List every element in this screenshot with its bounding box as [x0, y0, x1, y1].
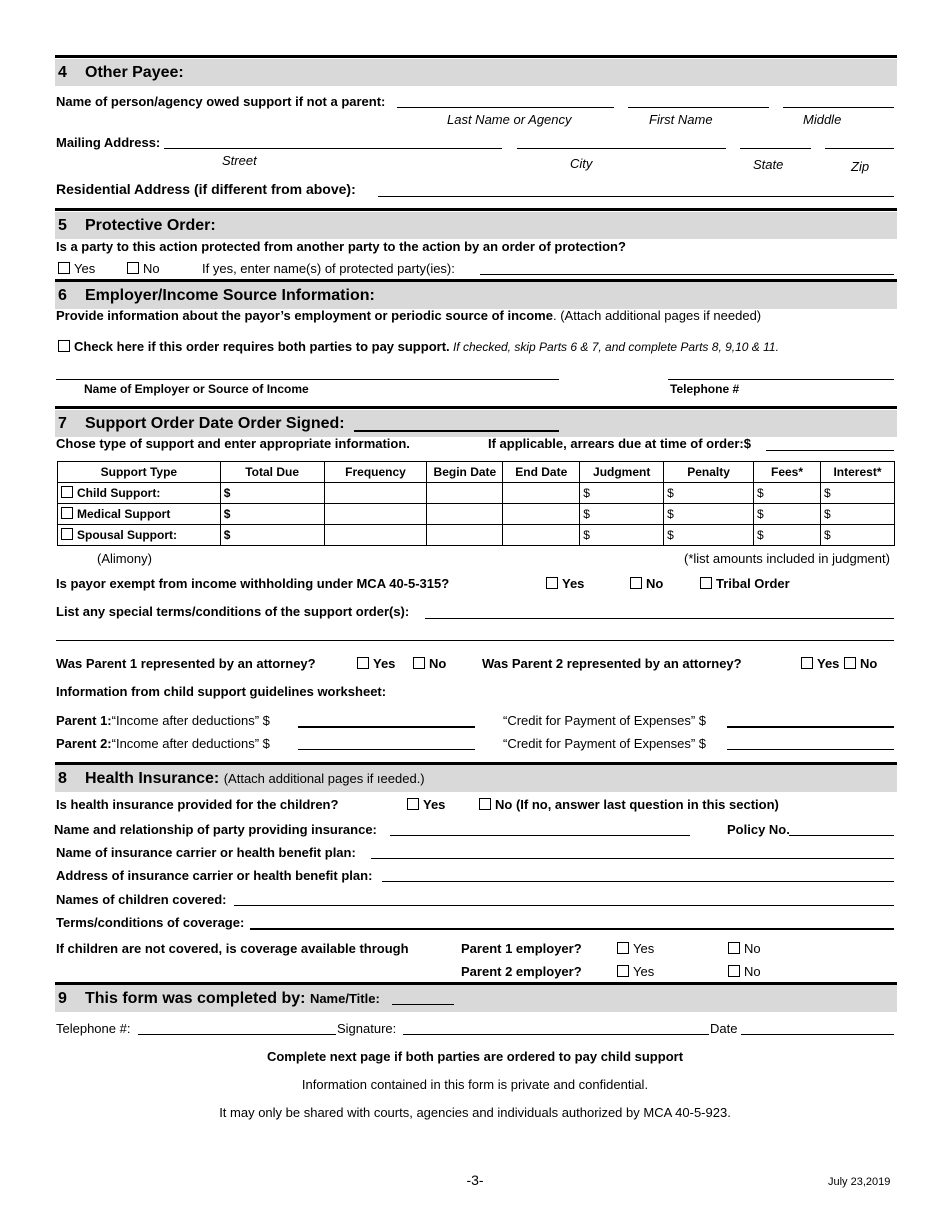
parent2-attorney-no[interactable] [844, 656, 877, 671]
child-support-option[interactable] [58, 483, 221, 504]
table-row [58, 483, 895, 504]
checkbox-icon [58, 262, 70, 274]
arrears-label: If applicable, arrears due at time of order:$ [488, 436, 751, 451]
interest-cell[interactable]: $ [820, 483, 894, 504]
middle-caption: Middle [803, 112, 842, 127]
section-5-rule [55, 208, 897, 211]
carrier-address-label: Address of insurance carrier or health benefit plan: [56, 868, 373, 883]
judgment-footnote: (*list amounts included in judgment) [684, 551, 890, 566]
section-title-text: Health Insurance: [85, 770, 220, 787]
section-number: 4 [58, 64, 67, 81]
payee-name-label: Name of person/agency owed support if not a parent: [56, 94, 386, 109]
signature-field[interactable] [403, 1034, 709, 1035]
coverage-terms-label: Terms/conditions of coverage: [56, 915, 245, 930]
section-title [85, 770, 425, 788]
total-due-cell[interactable]: $ [220, 525, 324, 546]
parent1-label: Parent 1: [56, 713, 112, 728]
section-number: 6 [58, 287, 67, 304]
fees-cell[interactable]: $ [754, 483, 821, 504]
page-number: -3- [466, 1172, 484, 1188]
insurance-provided-question: Is health insurance provided for the children? [56, 797, 339, 812]
judgment-cell[interactable]: $ [580, 525, 664, 546]
signature-label: Signature: [337, 1021, 397, 1036]
privacy-note: Information contained in this form is private and confidential. [301, 1077, 649, 1092]
checkbox-icon [413, 657, 425, 669]
column-header: Interest* [820, 462, 894, 483]
parent2-income-label [56, 736, 270, 751]
section-7-rule [55, 406, 897, 409]
section-number: 9 [58, 990, 67, 1007]
section-6-header [55, 282, 897, 309]
column-header: Penalty [664, 462, 754, 483]
column-header: End Date [503, 462, 580, 483]
alimony-note: (Alimony) [97, 551, 152, 566]
penalty-cell[interactable]: $ [664, 483, 754, 504]
employer-instructions-rest: . (Attach additional pages if needed) [552, 308, 762, 323]
section-5-header [55, 212, 897, 239]
checkbox-icon [61, 528, 73, 540]
coverage-terms-field[interactable] [250, 928, 894, 930]
parent1-attorney-question: Was Parent 1 represented by an attorney? [56, 656, 316, 671]
parent1-employer-yes[interactable] [617, 941, 654, 956]
no-label: No [744, 941, 761, 956]
exempt-yes-option[interactable] [546, 576, 584, 591]
section-title: Support Order Date Order Signed: [85, 415, 345, 432]
section-title [85, 990, 380, 1008]
telephone-label: Telephone #: [56, 1021, 131, 1036]
section-8-header [55, 765, 897, 792]
both-parties-checkbox[interactable] [58, 339, 779, 354]
begin-date-cell[interactable] [427, 483, 503, 504]
street-caption: Street [222, 153, 257, 168]
date-field[interactable] [741, 1034, 894, 1035]
arrears-field[interactable] [766, 450, 894, 451]
residential-address-field[interactable] [378, 196, 894, 197]
yes-label: Yes [562, 576, 585, 591]
residential-address-label: Residential Address (if different from above): [56, 181, 356, 197]
exempt-tribal-option[interactable] [700, 576, 790, 591]
judgment-cell[interactable]: $ [580, 483, 664, 504]
section-number: 5 [58, 217, 67, 234]
section-title: Protective Order: [85, 217, 216, 234]
end-date-cell[interactable] [503, 504, 580, 525]
yes-label: Yes [373, 656, 396, 671]
checkbox-icon [127, 262, 139, 274]
parent2-employer-no[interactable] [728, 964, 761, 979]
section-title-note: (Attach additional pages if ıeeded.) [223, 771, 425, 786]
support-type-instructions: Chose type of support and enter appropriate information. [56, 436, 410, 451]
exempt-no-option[interactable] [630, 576, 663, 591]
insurance-carrier-field[interactable] [371, 858, 894, 859]
end-date-cell[interactable] [503, 525, 580, 546]
checkbox-icon [728, 965, 740, 977]
city-caption: City [570, 156, 593, 171]
last-name-caption: Last Name or Agency [447, 112, 572, 127]
policy-number-field[interactable] [789, 835, 894, 836]
parent1-credit-field[interactable] [727, 726, 894, 728]
no-label: No [860, 656, 878, 671]
employer-phone-caption: Telephone # [670, 382, 740, 396]
worksheet-heading: Information from child support guidelines worksheet: [56, 684, 387, 699]
payee-first-name-field[interactable] [628, 107, 769, 108]
column-header: Frequency [324, 462, 427, 483]
total-due-cell[interactable]: $ [220, 504, 324, 525]
insurance-party-field[interactable] [390, 835, 690, 836]
top-rule [55, 55, 897, 58]
checkbox-icon [61, 486, 73, 498]
frequency-cell[interactable] [324, 483, 427, 504]
employer-name-field[interactable] [56, 379, 559, 380]
checkbox-icon [617, 942, 629, 954]
insurance-no-option[interactable] [479, 797, 779, 812]
parent1-income-field[interactable] [298, 726, 475, 728]
medical-support-option[interactable] [58, 504, 221, 525]
mailing-state-field[interactable] [740, 148, 811, 149]
income-label: “Income after deductions” $ [111, 736, 270, 751]
parent1-employer-no[interactable] [728, 941, 761, 956]
insurance-carrier-label: Name of insurance carrier or health benefit plan: [56, 845, 356, 860]
revision-date: July 23,2019 [828, 1176, 891, 1188]
frequency-cell[interactable] [324, 525, 427, 546]
section-title-text: This form was completed by: [85, 990, 306, 1007]
insurance-party-label: Name and relationship of party providing insurance: [54, 822, 377, 837]
column-header: Begin Date [427, 462, 503, 483]
both-parties-label: Check here if this order requires both parties to pay support. [74, 339, 450, 354]
employer-name-caption: Name of Employer or Source of Income [84, 382, 309, 396]
column-header: Total Due [220, 462, 324, 483]
mailing-address-label: Mailing Address: [56, 135, 161, 150]
no-label: No [143, 261, 160, 276]
parent1-employer-label: Parent 1 employer? [461, 941, 582, 956]
judgment-cell[interactable]: $ [580, 504, 664, 525]
no-label: No [646, 576, 664, 591]
section-number: 8 [58, 770, 67, 787]
name-title-field[interactable] [392, 1004, 454, 1005]
total-due-cell[interactable]: $ [220, 483, 324, 504]
checkbox-icon [58, 340, 70, 352]
yes-label: Yes [817, 656, 840, 671]
fees-cell[interactable]: $ [754, 525, 821, 546]
interest-cell[interactable]: $ [820, 504, 894, 525]
protected-party-label: If yes, enter name(s) of protected party(ies): [202, 261, 455, 276]
sharing-note: It may only be shared with courts, agencies and individuals authorized by MCA 40-5-923. [219, 1105, 731, 1120]
end-date-cell[interactable] [503, 483, 580, 504]
section-number: 7 [58, 415, 67, 432]
table-header-row [58, 462, 895, 483]
policy-number-label: Policy No. [727, 822, 790, 837]
special-terms-field-line-2[interactable] [56, 640, 894, 641]
exempt-question: Is payor exempt from income withholding under MCA 40-5-315? [56, 576, 450, 591]
section-4-header [55, 59, 897, 86]
mailing-city-field[interactable] [517, 148, 726, 149]
begin-date-cell[interactable] [427, 525, 503, 546]
coverage-available-question: If children are not covered, is coverage available through [56, 941, 409, 956]
checkbox-icon [546, 577, 558, 589]
parent1-credit-label: “Credit for Payment of Expenses” $ [503, 713, 707, 728]
telephone-field[interactable] [138, 1034, 336, 1035]
checkbox-icon [801, 657, 813, 669]
section-title: Other Payee: [85, 64, 184, 81]
checkbox-icon [407, 798, 419, 810]
penalty-cell[interactable]: $ [664, 525, 754, 546]
both-parties-note: If checked, skip Parts 6 & 7, and complete Parts 8, 9,10 & 11. [449, 340, 779, 354]
income-label: “Income after deductions” $ [111, 713, 270, 728]
parent1-attorney-no[interactable] [413, 656, 446, 671]
carrier-address-field[interactable] [382, 881, 894, 882]
table-row [58, 504, 895, 525]
parent2-income-field[interactable] [298, 749, 475, 750]
state-caption: State [753, 157, 784, 172]
date-label: Date [710, 1021, 738, 1036]
payee-last-name-field[interactable] [397, 107, 614, 108]
section-title: Employer/Income Source Information: [85, 287, 375, 304]
table-row [58, 525, 895, 546]
parent2-credit-field[interactable] [727, 749, 894, 750]
checkbox-icon [357, 657, 369, 669]
zip-caption: Zip [851, 159, 870, 174]
section-9-header [55, 985, 897, 1012]
parent2-attorney-yes[interactable] [801, 656, 839, 671]
interest-cell[interactable]: $ [820, 525, 894, 546]
support-table [57, 461, 895, 546]
parent2-attorney-question: Was Parent 2 represented by an attorney? [482, 656, 742, 671]
row-label: Child Support: [77, 486, 161, 500]
checkbox-icon [630, 577, 642, 589]
no-label: No [429, 656, 447, 671]
parent1-attorney-yes[interactable] [357, 656, 395, 671]
row-label: Spousal Support: [77, 528, 177, 542]
section-7-header [55, 410, 897, 437]
special-terms-field[interactable] [425, 618, 894, 619]
penalty-cell[interactable]: $ [664, 504, 754, 525]
column-header: Support Type [58, 462, 221, 483]
yes-label: Yes [423, 797, 446, 812]
mailing-street-field[interactable] [164, 148, 502, 149]
order-signed-date-field[interactable] [354, 430, 559, 432]
row-label: Medical Support [77, 507, 171, 521]
column-header: Fees* [754, 462, 821, 483]
tribal-label: Tribal Order [716, 576, 790, 591]
begin-date-cell[interactable] [427, 504, 503, 525]
mailing-zip-field[interactable] [825, 148, 894, 149]
checkbox-icon [617, 965, 629, 977]
fees-cell[interactable]: $ [754, 504, 821, 525]
employer-instructions [56, 308, 761, 323]
first-name-caption: First Name [649, 112, 713, 127]
spousal-support-option[interactable] [58, 525, 221, 546]
checkbox-icon [844, 657, 856, 669]
frequency-cell[interactable] [324, 504, 427, 525]
yes-label: Yes [74, 261, 96, 276]
children-covered-label: Names of children covered: [56, 892, 227, 907]
children-covered-field[interactable] [234, 905, 894, 906]
protection-yes-option[interactable] [58, 261, 95, 276]
checkbox-icon [728, 942, 740, 954]
parent1-income-label [56, 713, 270, 728]
protection-question: Is a party to this action protected from another party to the action by an order of protection? [56, 239, 626, 254]
employer-phone-field[interactable] [668, 379, 894, 380]
parent2-label: Parent 2: [56, 736, 112, 751]
name-title-label: Name/Title: [309, 991, 380, 1006]
parent2-employer-yes[interactable] [617, 964, 654, 979]
complete-next-page-note: Complete next page if both parties are ordered to pay child support [266, 1049, 684, 1064]
no-label: No (If no, answer last question in this section) [495, 797, 779, 812]
column-header: Judgment [580, 462, 664, 483]
special-terms-label: List any special terms/conditions of the support order(s): [56, 604, 410, 619]
insurance-yes-option[interactable] [407, 797, 445, 812]
yes-label: Yes [633, 941, 655, 956]
no-label: No [744, 964, 761, 979]
payee-middle-field[interactable] [783, 107, 894, 108]
checkbox-icon [700, 577, 712, 589]
employer-instructions-bold: Provide information about the payor’s employment or periodic source of income [56, 308, 553, 323]
checkbox-icon [479, 798, 491, 810]
yes-label: Yes [633, 964, 655, 979]
protection-no-option[interactable] [127, 261, 160, 276]
parent2-credit-label: “Credit for Payment of Expenses” $ [503, 736, 707, 751]
protected-party-field[interactable] [480, 274, 894, 275]
parent2-employer-label: Parent 2 employer? [461, 964, 582, 979]
checkbox-icon [61, 507, 73, 519]
